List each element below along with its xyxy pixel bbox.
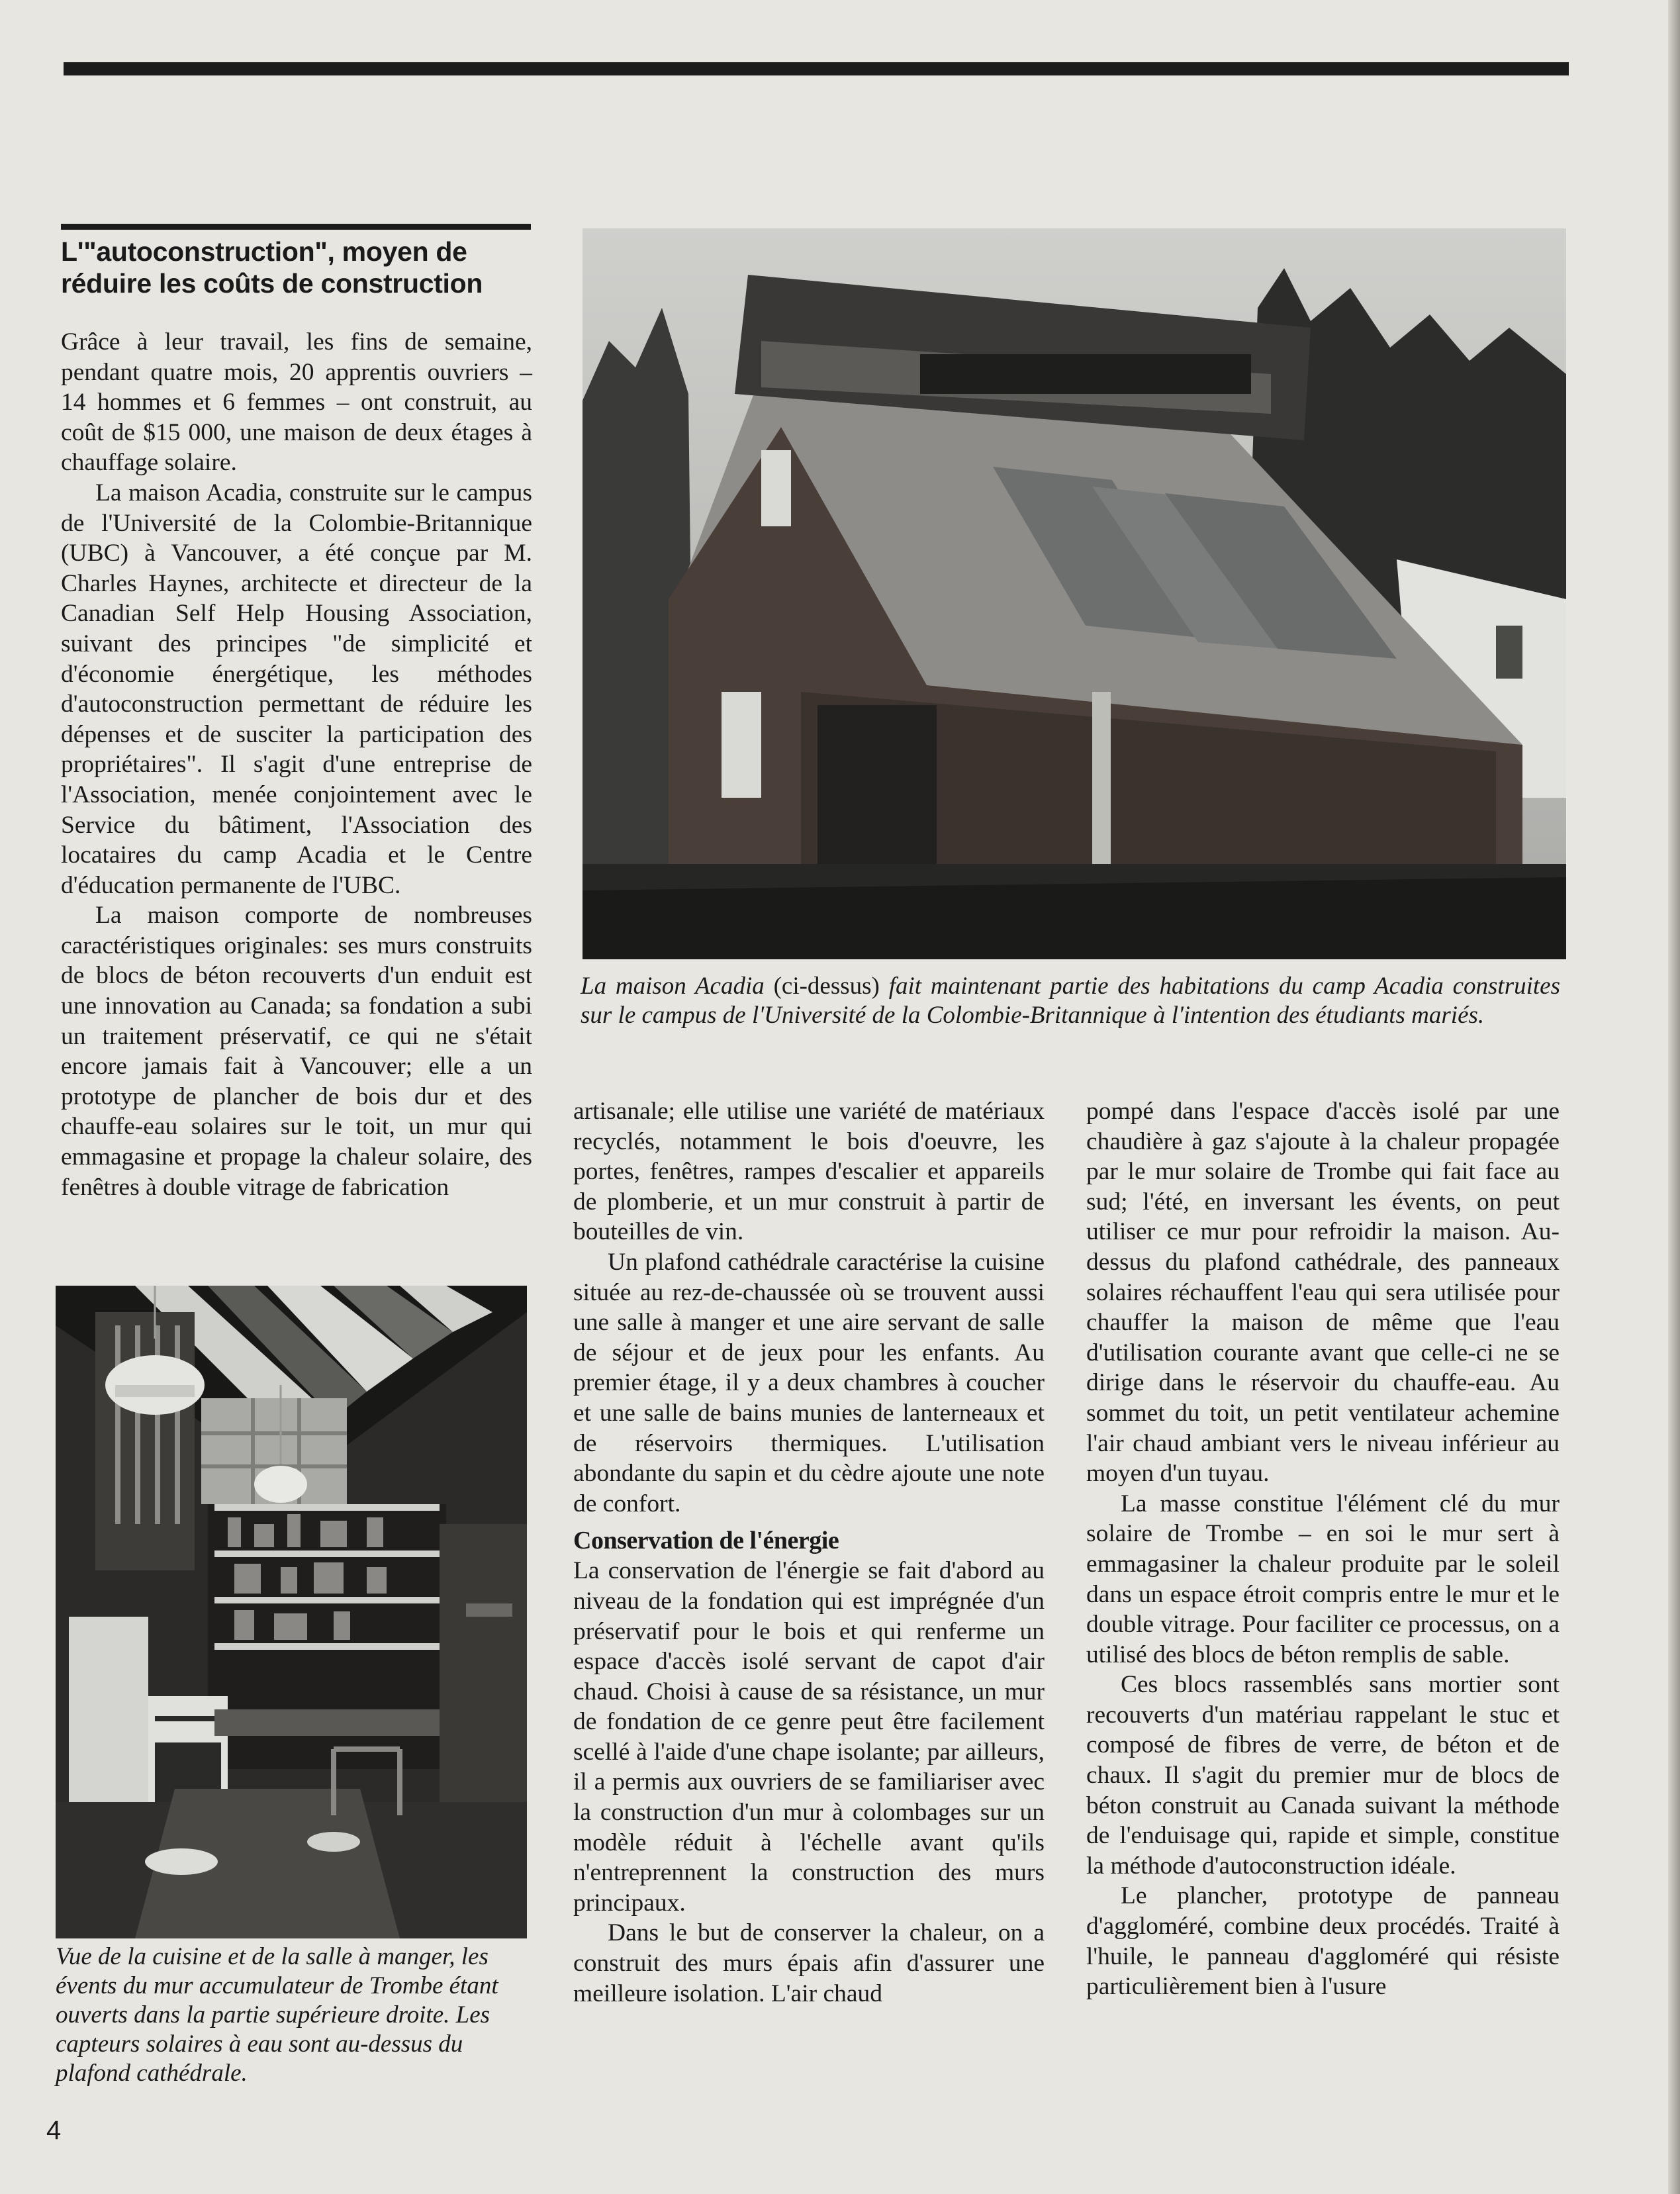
paragraph: La maison Acadia, construite sur le campus de l'Université de la Colombie-Britannique (UBC) à Vancouver, a été conçue par M. Charles Haynes, architecte et directeur de la Canadian Self Help Housing Association, suivant des principes "de simplicité et d'économie énergétique, les méthodes d'autoconstruction permettant de réduire les dépenses et de susciter la participation des propriétaires". Il s'agit d'une entreprise de l'Association, menée conjointement avec le Service du bâtiment, l'Association des locataires du camp Acadia et le Centre d'éducation permanente de l'UBC. <box>61 479 532 899</box>
page-number: 4 <box>46 2116 62 2145</box>
kitchen-photo-caption: Vue de la cuisine et de la salle à manger, les évents du mur accumulateur de Trombe étant ouverts dans la partie supérieure droite. Les capteurs solaires à eau sont au-dessus du plafond cathédrale. <box>56 1943 498 2087</box>
kitchen-photo <box>56 1286 527 1938</box>
paragraph: La maison comporte de nombreuses caractéristiques originales: ses murs construits de blocs de béton recouverts d'un enduit est une innovation au Canada; sa fondation a subi un traitement préservatif, ce qui ne s'était encore jamais fait à Vancouver; elle a un prototype de plancher de bois dur et des chauffe-eau solaires sur le toit, un mur qui emmagasine et propage la chaleur solaire, des fenêtres à double vitrage de fabrication <box>61 902 532 1201</box>
column-2 <box>573 1096 1045 2009</box>
column-3 <box>1086 1096 1560 2002</box>
caption-aside: (ci-dessus) <box>764 973 889 1000</box>
page-edge-shadow <box>1668 0 1680 2194</box>
paragraph: La conservation de l'énergie se fait d'abord au niveau de la fondation qui est imprégnée d'un préservatif pour le bois et qui renferme un espace d'accès isolé servant de capot d'air chaud. Choisi à cause de sa résistance, un mur de fondation de ce genre peut être facilement scellé à l'aide d'une chape isolante; par ailleurs, il a permis aux ouvriers de se familiariser avec la construction d'un mur à colombages sur un modèle réduit à l'échelle avant qu'ils n'entreprennent la construction des murs principaux. <box>573 1557 1045 1917</box>
paragraph: Un plafond cathédrale caractérise la cuisine située au rez-de-chaussée où se trouvent aussi une salle à manger et une aire servant de salle de séjour et de jeux pour les enfants. Au premier étage, il y a deux chambres à coucher et une salle de bains munies de lanterneaux et de réservoirs thermiques. L'utilisation abondante du sapin et du cèdre ajoute une note de confort. <box>573 1248 1045 1517</box>
top-rule <box>64 62 1569 75</box>
article-headline: L'"autoconstruction", moyen de réduire les coûts de construction <box>61 236 483 299</box>
paragraph: La masse constitue l'élément clé du mur solaire de Trombe – en soi le mur sert à emmagasiner la chaleur produite par le soleil dans un espace étroit compris entre le mur et le double vitrage. Pour faciliter ce processus, on a utilisé des blocs de béton remplis de sable. <box>1086 1490 1560 1668</box>
column-1 <box>61 327 532 1202</box>
paragraph: Dans le but de conserver la chaleur, on a construit des murs épais afin d'assurer une meilleure isolation. L'air chaud <box>573 1919 1045 2007</box>
paragraph: artisanale; elle utilise une variété de matériaux recyclés, notamment le bois d'oeuvre, les portes, fenêtres, rampes d'escalier et appareils de plomberie, et un mur construit à partir de bouteilles de vin. <box>573 1098 1045 1246</box>
article-rule <box>61 224 531 230</box>
caption-body: fait maintenant partie des habitations du camp Acadia construites sur le campus de l'Université de la Colombie-Britannique à l'intention des étudiants mariés. <box>581 973 1560 1029</box>
paragraph: Grâce à leur travail, les fins de semaine, pendant quatre mois, 20 apprentis ouvriers – 14 hommes et 6 femmes – ont construit, au coût de $15 000, une maison de deux étages à chauffage solaire. <box>61 328 532 477</box>
paragraph: Ces blocs rassemblés sans mortier sont recouverts d'un matériau rappelant le stuc et composé de fibres de verre, de béton et de chaux. Il s'agit du premier mur de blocs de béton construit au Canada suivant la méthode de l'enduisage qui, rapide et simple, constitue la méthode d'autoconstruction idéale. <box>1086 1671 1560 1880</box>
section-heading: Conservation de l'énergie <box>573 1527 839 1555</box>
caption-lead: La maison Acadia <box>581 973 765 1000</box>
house-photo-caption <box>581 972 1560 1030</box>
paragraph: pompé dans l'espace d'accès isolé par une chaudière à gaz s'ajoute à la chaleur propagée par le mur solaire de Trombe qui fait face au sud; l'été, en inversant les évents, on peut utiliser ce mur pour refroidir la maison. Au-dessus du plafond cathédrale, des panneaux solaires réchauffent l'eau qui sera utilisée pour chauffer la maison de même que l'eau d'utilisation courante avant que celle-ci ne se dirige dans le réservoir du chauffe-eau. Au sommet du toit, un petit ventilateur achemine l'air chaud ambiant vers le niveau inférieur au moyen d'un tuyau. <box>1086 1098 1560 1488</box>
paragraph: Le plancher, prototype de panneau d'aggloméré, combine deux procédés. Traité à l'huile, le panneau d'aggloméré qui résiste particulièrement bien à l'usure <box>1086 1882 1560 2001</box>
house-photo <box>583 228 1566 959</box>
